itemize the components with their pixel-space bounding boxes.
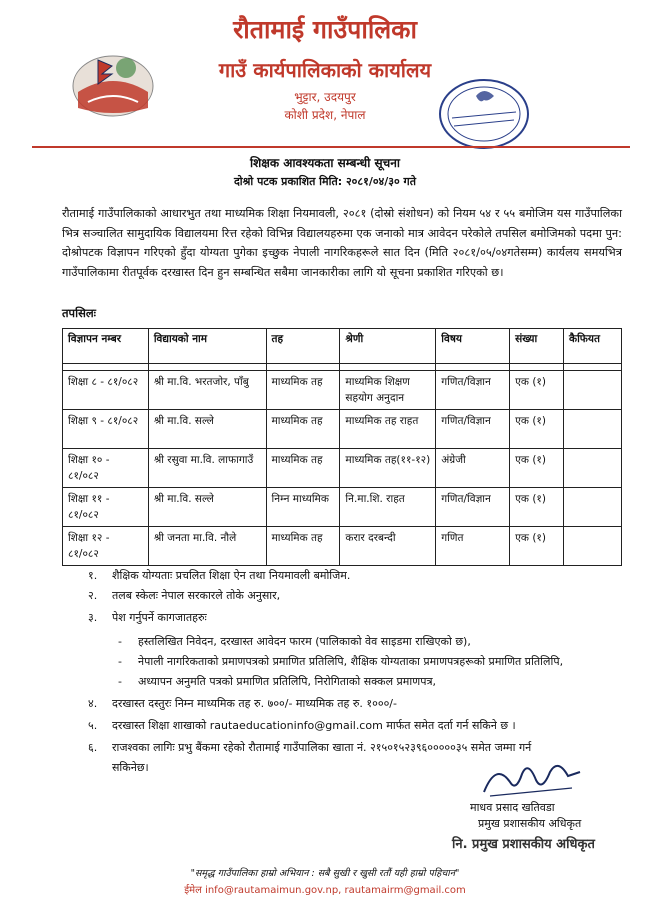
footer-slogan: "समृद्ध गाउँपालिका हाम्रो अभियान : सबै सुखी र खुसी रतौं यही हाम्रो पहिचान" <box>190 868 460 879</box>
requirement-item <box>88 760 149 775</box>
cell-remarks <box>564 410 622 449</box>
requirement-item <box>88 740 531 755</box>
cell-count: एक (१) <box>510 488 564 527</box>
requirement-text: शैक्षिक योग्यताः प्रचलित शिक्षा ऐन तथा नियमावली बमोजिम. <box>112 569 351 582</box>
document-text: नेपाली नागरिकताको प्रमाणपत्रको प्रमाणित प्रतिलिपि, शैक्षिक योग्यताका प्रमाणपत्रहरूको प्रमाणित प्रतिलिपि, <box>138 655 564 668</box>
cell-ad-number: शिक्षा ८ - ८१/०८२ <box>63 371 149 410</box>
office-name: रौतामाई गाउँपालिका <box>233 15 417 44</box>
requirement-number: ४. <box>88 697 98 710</box>
signatory-title: प्रमुख प्रशासकीय अधिकृत <box>478 817 582 830</box>
requirement-number: १. <box>88 569 98 582</box>
cell-remarks <box>564 449 622 488</box>
cell-school-name: श्री रसुवा मा.वि. लाफागाउँ <box>148 449 266 488</box>
header-count: संख्या <box>510 329 564 364</box>
cell-level: माध्यमिक तह <box>266 527 340 566</box>
cell-remarks <box>564 488 622 527</box>
notice-body: रौतामाई गाउँपालिकाको आधारभुत तथा माध्यमिक शिक्षा नियमावली, २०८१ (दोस्रो संशोधन) को नियम ५४ र ५५ बमोजिम यस गाउँपालिका भित्र सञ्चालित सामुदायिक विद्यालयमा रित्त रहेको विभिन्न विद्यालयहरुमा एक जनाको मात्र आवेदन परेकोले तपसिल बमोजिमको पदमा पुन: दोश्रोपटक विज्ञापन गरिएको हुँदा योग्यता पुगेका इच्छुक नेपाली नागरिकहरूले सात दिन (मिति २०८१/०५/०४गतेसम्म) कार्यलय समयभित्र गाउँपालिकामा रीतपूर्वक दरखास्त दिन हुन सम्बन्धित सबैमा जानकारीका लागि यो सूचना प्रकाशित गरिएको छ। <box>62 207 622 279</box>
table-spacer-row <box>63 364 622 371</box>
cell-count: एक (१) <box>510 527 564 566</box>
requirement-number: ३. <box>88 611 98 624</box>
cell-subject: गणित <box>436 527 510 566</box>
signatory-handwritten-title: नि. प्रमुख प्रशासकीय अधिकृत <box>452 837 595 852</box>
footer-email: ईमेल info@rautamaimun.gov.np, rautamairm@gmail.com <box>184 885 466 896</box>
document-item <box>118 654 563 669</box>
requirement-text: दरखास्त शिक्षा शाखाको rautaeducationinfo@gmail.com मार्फत समेत दर्ता गर्न सकिने छ । <box>112 719 516 732</box>
cell-category: माध्यमिक तह(११-१२) <box>340 449 436 488</box>
header-category: श्रेणी <box>340 329 436 364</box>
office-subtitle: गाउँ कार्यपालिकाको कार्यालय <box>218 58 432 82</box>
address-line-1: भुट्टार, उदयपुर <box>294 90 356 104</box>
cell-remarks <box>564 371 622 410</box>
address-line-2: कोशी प्रदेश, नेपाल <box>284 108 366 122</box>
cell-ad-number: शिक्षा १० - ८१/०८२ <box>63 449 149 488</box>
cell-category: माध्यमिक तह राहत <box>340 410 436 449</box>
requirement-text: पेश गर्नुपर्ने कागजातहरुः <box>112 611 207 624</box>
cell-category: करार दरबन्दी <box>340 527 436 566</box>
cell-subject: गणित/विज्ञान <box>436 410 510 449</box>
cell-subject: गणित/विज्ञान <box>436 371 510 410</box>
requirement-item <box>88 718 516 733</box>
bullet-dash-icon: - <box>118 655 122 668</box>
signature-icon <box>476 752 586 802</box>
header-divider <box>32 146 630 148</box>
table-header-row <box>63 329 622 364</box>
cell-school-name: श्री मा.वि. भरतजोर, पाँबु <box>148 371 266 410</box>
requirement-item <box>88 568 350 583</box>
header-ad-number: विज्ञापन नम्बर <box>63 329 149 364</box>
table-row <box>63 488 622 527</box>
cell-count: एक (१) <box>510 371 564 410</box>
table-row <box>63 410 622 449</box>
cell-category: माध्यमिक शिक्षण सहयोग अनुदान <box>340 371 436 410</box>
bullet-dash-icon: - <box>118 635 122 648</box>
cell-category: नि.मा.शि. राहत <box>340 488 436 527</box>
signatory-name: माधव प्रसाद खतिवडा <box>470 801 555 814</box>
cell-subject: अंग्रेजी <box>436 449 510 488</box>
table-row <box>63 527 622 566</box>
table-row <box>63 449 622 488</box>
cell-ad-number: शिक्षा ९ - ८१/०८२ <box>63 410 149 449</box>
header-school-name: विद्यायको नाम <box>148 329 266 364</box>
cell-level: माध्यमिक तह <box>266 371 340 410</box>
requirement-item <box>88 588 280 603</box>
requirement-item <box>88 696 397 711</box>
cell-school-name: श्री मा.वि. सल्ले <box>148 488 266 527</box>
cell-school-name: श्री मा.वि. सल्ले <box>148 410 266 449</box>
document-item <box>118 634 471 649</box>
requirement-number: ५. <box>88 719 98 732</box>
bullet-dash-icon: - <box>118 675 122 688</box>
cell-level: माध्यमिक तह <box>266 449 340 488</box>
cell-remarks <box>564 527 622 566</box>
cell-subject: गणित/विज्ञान <box>436 488 510 527</box>
cell-ad-number: शिक्षा ११ - ८१/०८२ <box>63 488 149 527</box>
requirement-item <box>88 610 207 625</box>
document-text: अध्यापन अनुमति पत्रको प्रमाणित प्रतिलिपि, निरोगिताको सक्कल प्रमाणपत्र, <box>138 675 437 688</box>
requirement-text: दरखास्त दस्तुरः निम्न माध्यमिक तह रु. ७००/- माध्यमिक तह रु. १०००/- <box>112 697 397 710</box>
document-text: हस्तलिखित निवेदन, दरखास्त आवेदन फारम (पालिकाको वेव साइडमा राखिएको छ), <box>138 635 471 648</box>
notice-title: शिक्षक आवश्यकता सम्बन्धी सूचना <box>250 156 400 170</box>
cell-ad-number: शिक्षा १२ - ८१/०८२ <box>63 527 149 566</box>
requirement-number: २. <box>88 589 98 602</box>
header-subject: विषय <box>436 329 510 364</box>
notice-date: दोश्रो पटक प्रकाशित मिति: २०८१/०४/३० गते <box>233 175 417 188</box>
requirement-number: ६. <box>88 741 98 754</box>
requirement-text: राजश्वका लागिः प्रभु बैंकमा रहेको रौतामाई गाउँपालिका खाता नं. २१५०१५२३९६०००००३५ समेत जम्मा गर्न <box>112 741 532 754</box>
cell-count: एक (१) <box>510 449 564 488</box>
cell-level: माध्यमिक तह <box>266 410 340 449</box>
vacancy-table <box>62 328 622 566</box>
cell-count: एक (१) <box>510 410 564 449</box>
document-item <box>118 674 436 689</box>
requirement-text: तलब स्केलः नेपाल सरकारले तोके अनुसार, <box>112 589 281 602</box>
table-row <box>63 371 622 410</box>
cell-level: निम्न माध्यमिक <box>266 488 340 527</box>
details-label: तपसिलः <box>62 306 96 320</box>
header-level: तह <box>266 329 340 364</box>
cell-school-name: श्री जनता मा.वि. नौले <box>148 527 266 566</box>
header-remarks: कैफियत <box>564 329 622 364</box>
requirement-text: सकिनेछ। <box>112 761 149 774</box>
